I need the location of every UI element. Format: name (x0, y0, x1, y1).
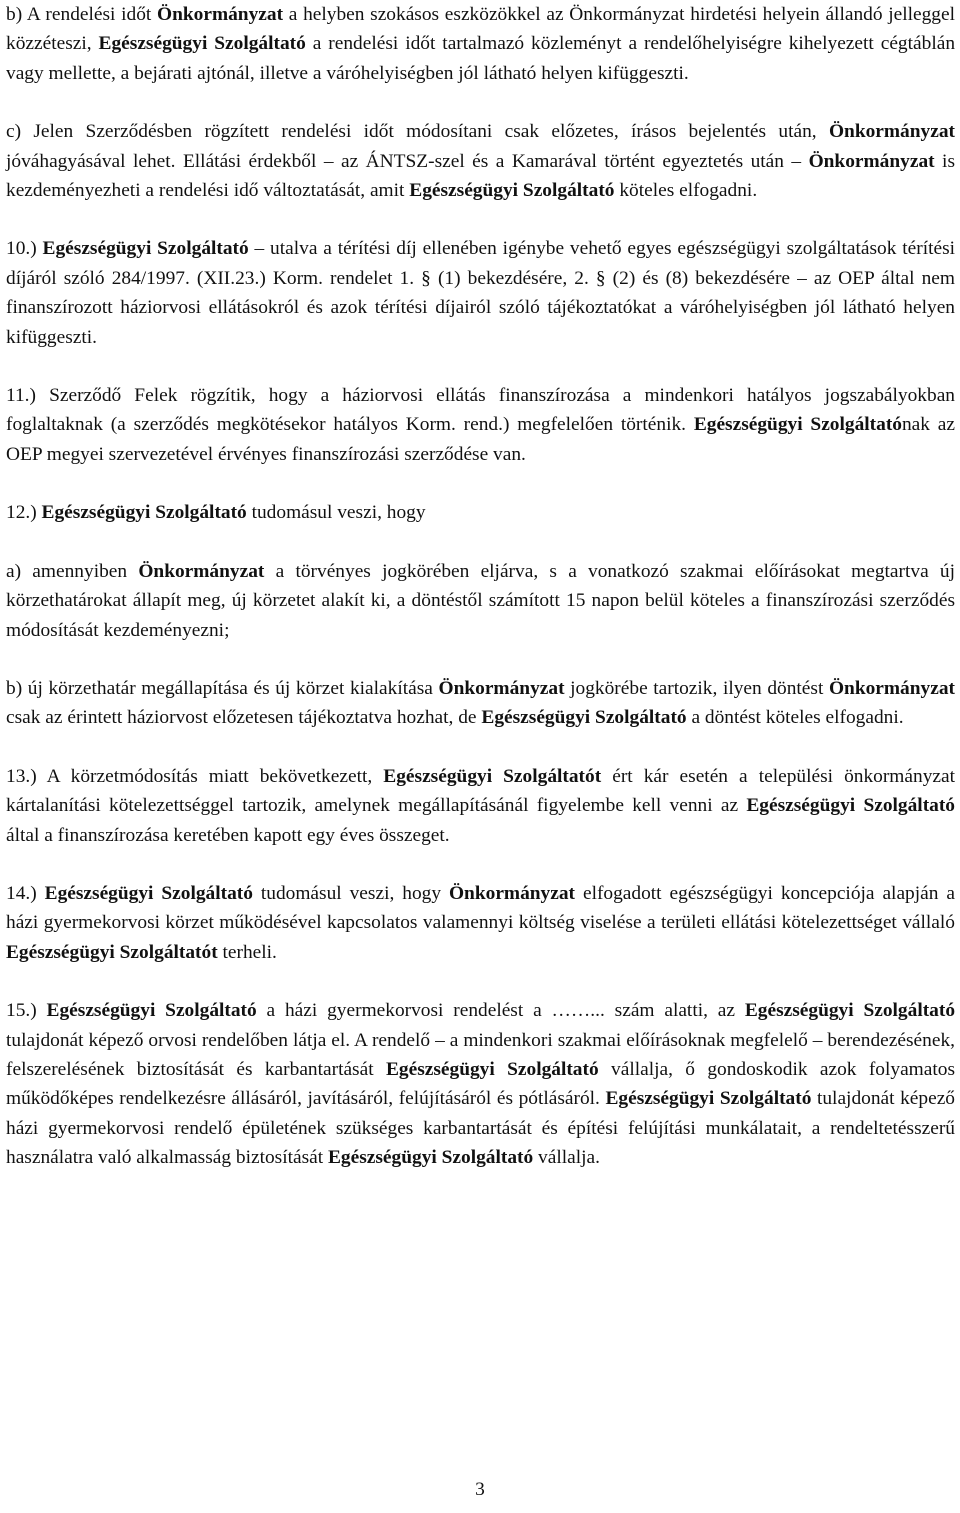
text-run: jogkörébe tartozik, ilyen döntést (564, 677, 829, 699)
paragraph-11-financing (6, 381, 955, 469)
bold-term: Egészségügyi Szolgáltató (44, 882, 253, 904)
document-page (6, 0, 955, 1173)
bold-term: Egészségügyi Szolgáltató (409, 180, 615, 202)
bold-term: Egészségügyi Szolgáltatót (383, 765, 602, 787)
bold-term: Önkormányzat (808, 150, 935, 172)
bold-term: Egészségügyi Szolgáltató (327, 1147, 534, 1169)
text-run: tudomásul veszi, hogy (246, 502, 426, 524)
text-run: a rendelési időt tartalmazó közleményt a rendelőhelyiségre kihelyezett cégtáblán vagy mellette, a bejárati ajtónál, illetve a váróhelyiségben jól látható helyen kifüggeszti. (6, 33, 956, 84)
text-run: terheli. (217, 941, 277, 963)
text-run: tulajdonát képező házi gyermekorvosi rendelő épületének szükséges karbantartását és építési felújítási munkálatait, a rendeltetésszerű használatra való alkalmasság biztosítását (6, 1088, 955, 1169)
bold-term: Önkormányzat (828, 121, 955, 143)
paragraph-14-costs (6, 879, 955, 967)
paragraph-12a-district-boundaries (6, 557, 955, 645)
bold-term: Egészségügyi Szolgáltató (385, 1058, 599, 1080)
bold-term: Önkormányzat (438, 677, 565, 699)
text-run: a) amennyiben (6, 560, 139, 582)
text-run: jóváhagyásával lehet. Ellátási érdekből – az ÁNTSZ-szel és a Kamarával történt egyeztetés után – (6, 150, 809, 172)
paragraph-12b-new-district (6, 674, 955, 733)
text-run: 14.) (6, 882, 45, 904)
text-run: – utalva a térítési díj ellenében igénybe vehető egyes egészségügyi szolgáltatások térítési díjáról szóló 284/1997. (XII.23.) Korm. rendelet 1. § (1) bekezdésére, 2. § (2) és (8) bekezdésére – az OEP által nem finanszírozott háziorvosi ellátásokról és azok térítési díjairól szóló tájékoztatókat a váróhelyiségben jól látható helyen kifüggeszti. (6, 238, 956, 348)
text-run: elfogadott egészségügyi koncepciója alapján a házi gyermekorvosi körzet működésével kapcsolatos valamennyi költség viselése a területi ellátási kötelezettséget vállaló (6, 882, 955, 934)
bold-term: Egészségügyi Szolgáltató (481, 707, 687, 729)
paragraph-15-surgery-premises (6, 996, 955, 1172)
bold-term: Önkormányzat (828, 677, 955, 699)
text-run: vállalja, ő gondoskodik azok folyamatos működőképes rendelkezésre állásáról, javításáról, felújításáról és pótlásáról. (6, 1058, 955, 1110)
bold-term: Önkormányzat (138, 560, 265, 582)
text-run: 15.) (6, 1000, 47, 1022)
paragraph-c-schedule-change (6, 117, 955, 205)
bold-term: Egészségügyi Szolgáltató (693, 414, 902, 436)
bold-term: Egészségügyi Szolgáltató (746, 795, 955, 817)
text-run: b) A rendelési időt (6, 4, 157, 25)
text-run: 12.) (6, 502, 42, 524)
text-run: ért kár esetén a települési önkormányzat kártalanítási kötelezettséggel tartozik, amelynek megállapításánál figyelembe kell venni az (6, 765, 955, 817)
text-run: 13.) A körzetmódosítás miatt bekövetkezett, (6, 765, 384, 787)
bold-term: Önkormányzat (448, 882, 576, 904)
text-run: c) Jelen Szerződésben rögzített rendelési időt módosítani csak előzetes, írásos bejelentés után, (6, 121, 829, 143)
text-run: a törvényes jogkörében eljárva, s a vonatkozó szakmai előírásokat megtartva új körzethatárokat állapít meg, új körzetet alakít ki, a döntéstől számított 15 napon belül köteles a finanszírozási szerződés módosítását kezdeményezni; (6, 560, 955, 641)
text-run: tudomásul veszi, hogy (252, 882, 449, 904)
page-number: 3 (475, 1479, 485, 1500)
bold-term: Egészségügyi Szolgáltató (41, 502, 247, 524)
text-run: is kezdeményezheti a rendelési idő változtatását, amit (6, 150, 955, 202)
text-run: 10.) (6, 238, 43, 260)
bold-term: Egészségügyi Szolgáltató (605, 1088, 812, 1110)
paragraph-10-fees-notice (6, 234, 955, 352)
bold-term: Önkormányzat (157, 4, 284, 25)
bold-term: Egészségügyi Szolgáltató (744, 1000, 956, 1022)
text-run: vállalja. (533, 1147, 600, 1169)
text-run: b) új körzethatár megállapítása és új körzet kialakítása (6, 677, 439, 699)
text-run: nak az OEP megyei szervezetével érvényes finanszírozási szerződése van. (6, 414, 955, 465)
paragraph-12-acknowledgement (6, 498, 955, 527)
bold-term: Egészségügyi Szolgáltató (98, 33, 306, 55)
text-run: által a finanszírozása keretében kapott egy éves összeget. (6, 824, 450, 846)
bold-term: Egészségügyi Szolgáltatót (6, 941, 218, 963)
paragraph-13-compensation (6, 762, 955, 850)
paragraph-b-publication (6, 0, 955, 88)
text-run: csak az érintett háziorvost előzetesen tájékoztatva hozhat, de (6, 707, 482, 729)
bold-term: Egészségügyi Szolgáltató (46, 1000, 257, 1022)
text-run: a döntést köteles elfogadni. (686, 707, 904, 729)
text-run: köteles elfogadni. (614, 180, 758, 202)
text-run: a házi gyermekorvosi rendelést a ……... szám alatti, az (256, 1000, 745, 1022)
text-run: a helyben szokásos eszközökkel az Önkormányzat hirdetési helyein állandó jelleggel közzéteszi, (6, 4, 955, 55)
text-run: 11.) Szerződő Felek rögzítik, hogy a háziorvosi ellátás finanszírozása a mindenkori hatályos jogszabályokban foglaltaknak (a szerződés megkötésekor hatályos Korm. rend.) megfelelően történik. (6, 385, 955, 436)
text-run: tulajdonát képező orvosi rendelőben látja el. A rendelő – a mindenkori szakmai előírásoknak megfelelő – berendezésének, felszerelésének biztosítását és karbantartását (6, 1029, 955, 1080)
bold-term: Egészségügyi Szolgáltató (42, 238, 249, 260)
